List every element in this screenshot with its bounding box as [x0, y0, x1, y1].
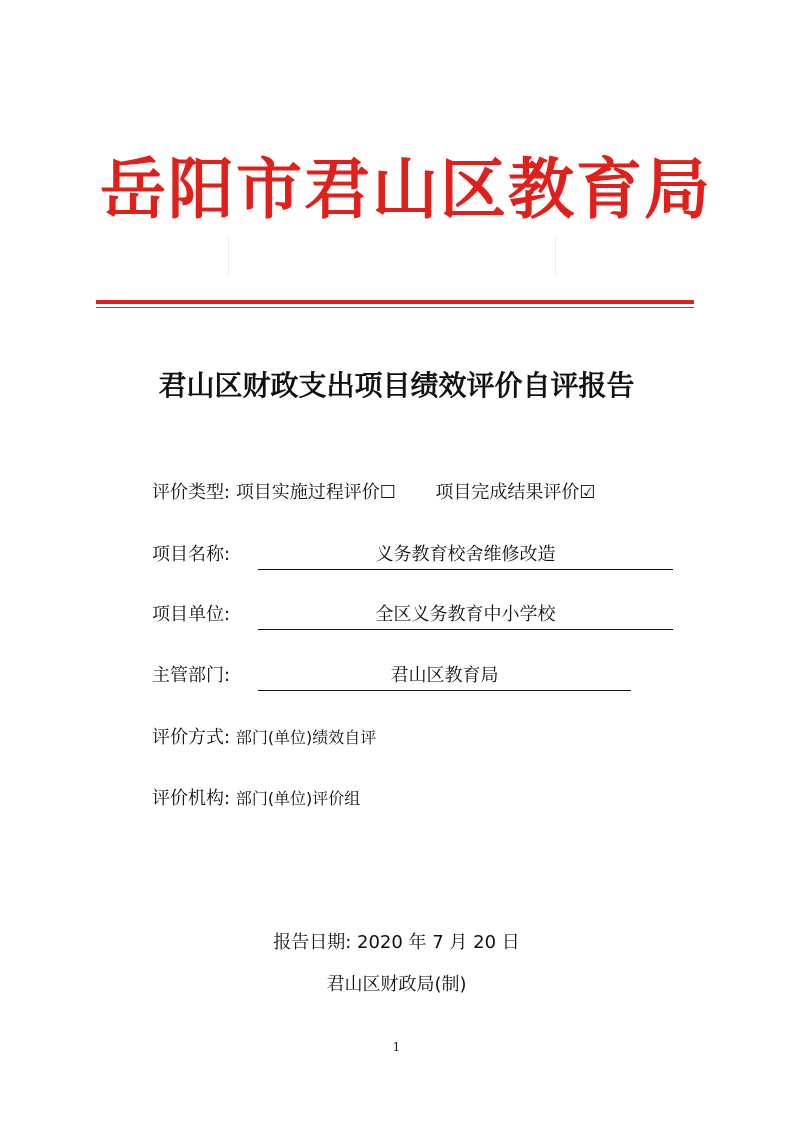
eval-method-label: 评价方式:: [152, 727, 231, 748]
faint-mark-right: [555, 238, 556, 274]
project-name-label: 项目名称:: [152, 544, 231, 565]
dept-row: [152, 661, 677, 691]
page-number: 1: [392, 1040, 401, 1054]
report-title: 君山区财政支出项目绩效评价自评报告: [158, 369, 635, 402]
eval-org-value: 部门(单位)评价组: [235, 789, 361, 808]
faint-mark-left: [228, 238, 229, 274]
letterhead-org-name: 岳阳市君山区教育局: [100, 150, 712, 228]
eval-org-row: [152, 784, 360, 814]
eval-type-result-option: 项目完成结果评价☑: [435, 482, 596, 503]
project-unit-value: 全区义务教育中小学校: [258, 600, 673, 630]
eval-type-row: [152, 478, 596, 508]
report-date: 报告日期: 2020 年 7 月 20 日: [273, 932, 520, 953]
eval-method-row: [152, 723, 376, 753]
project-name-row: [152, 540, 677, 570]
eval-method-value: 部门(单位)绩效自评: [235, 728, 377, 747]
eval-type-process-option: 项目实施过程评价☐: [235, 482, 396, 503]
issuer: 君山区财政局(制): [326, 974, 467, 995]
eval-org-label: 评价机构:: [152, 788, 231, 809]
eval-type-label: 评价类型:: [152, 482, 231, 503]
project-unit-label: 项目单位:: [152, 604, 231, 625]
dept-value: 君山区教育局: [258, 661, 631, 691]
letterhead-rule-thin: [96, 307, 694, 308]
project-unit-row: [152, 600, 677, 630]
dept-label: 主管部门:: [152, 665, 231, 686]
letterhead-rule-thick: [96, 300, 694, 304]
project-name-value: 义务教育校舍维修改造: [258, 540, 673, 570]
